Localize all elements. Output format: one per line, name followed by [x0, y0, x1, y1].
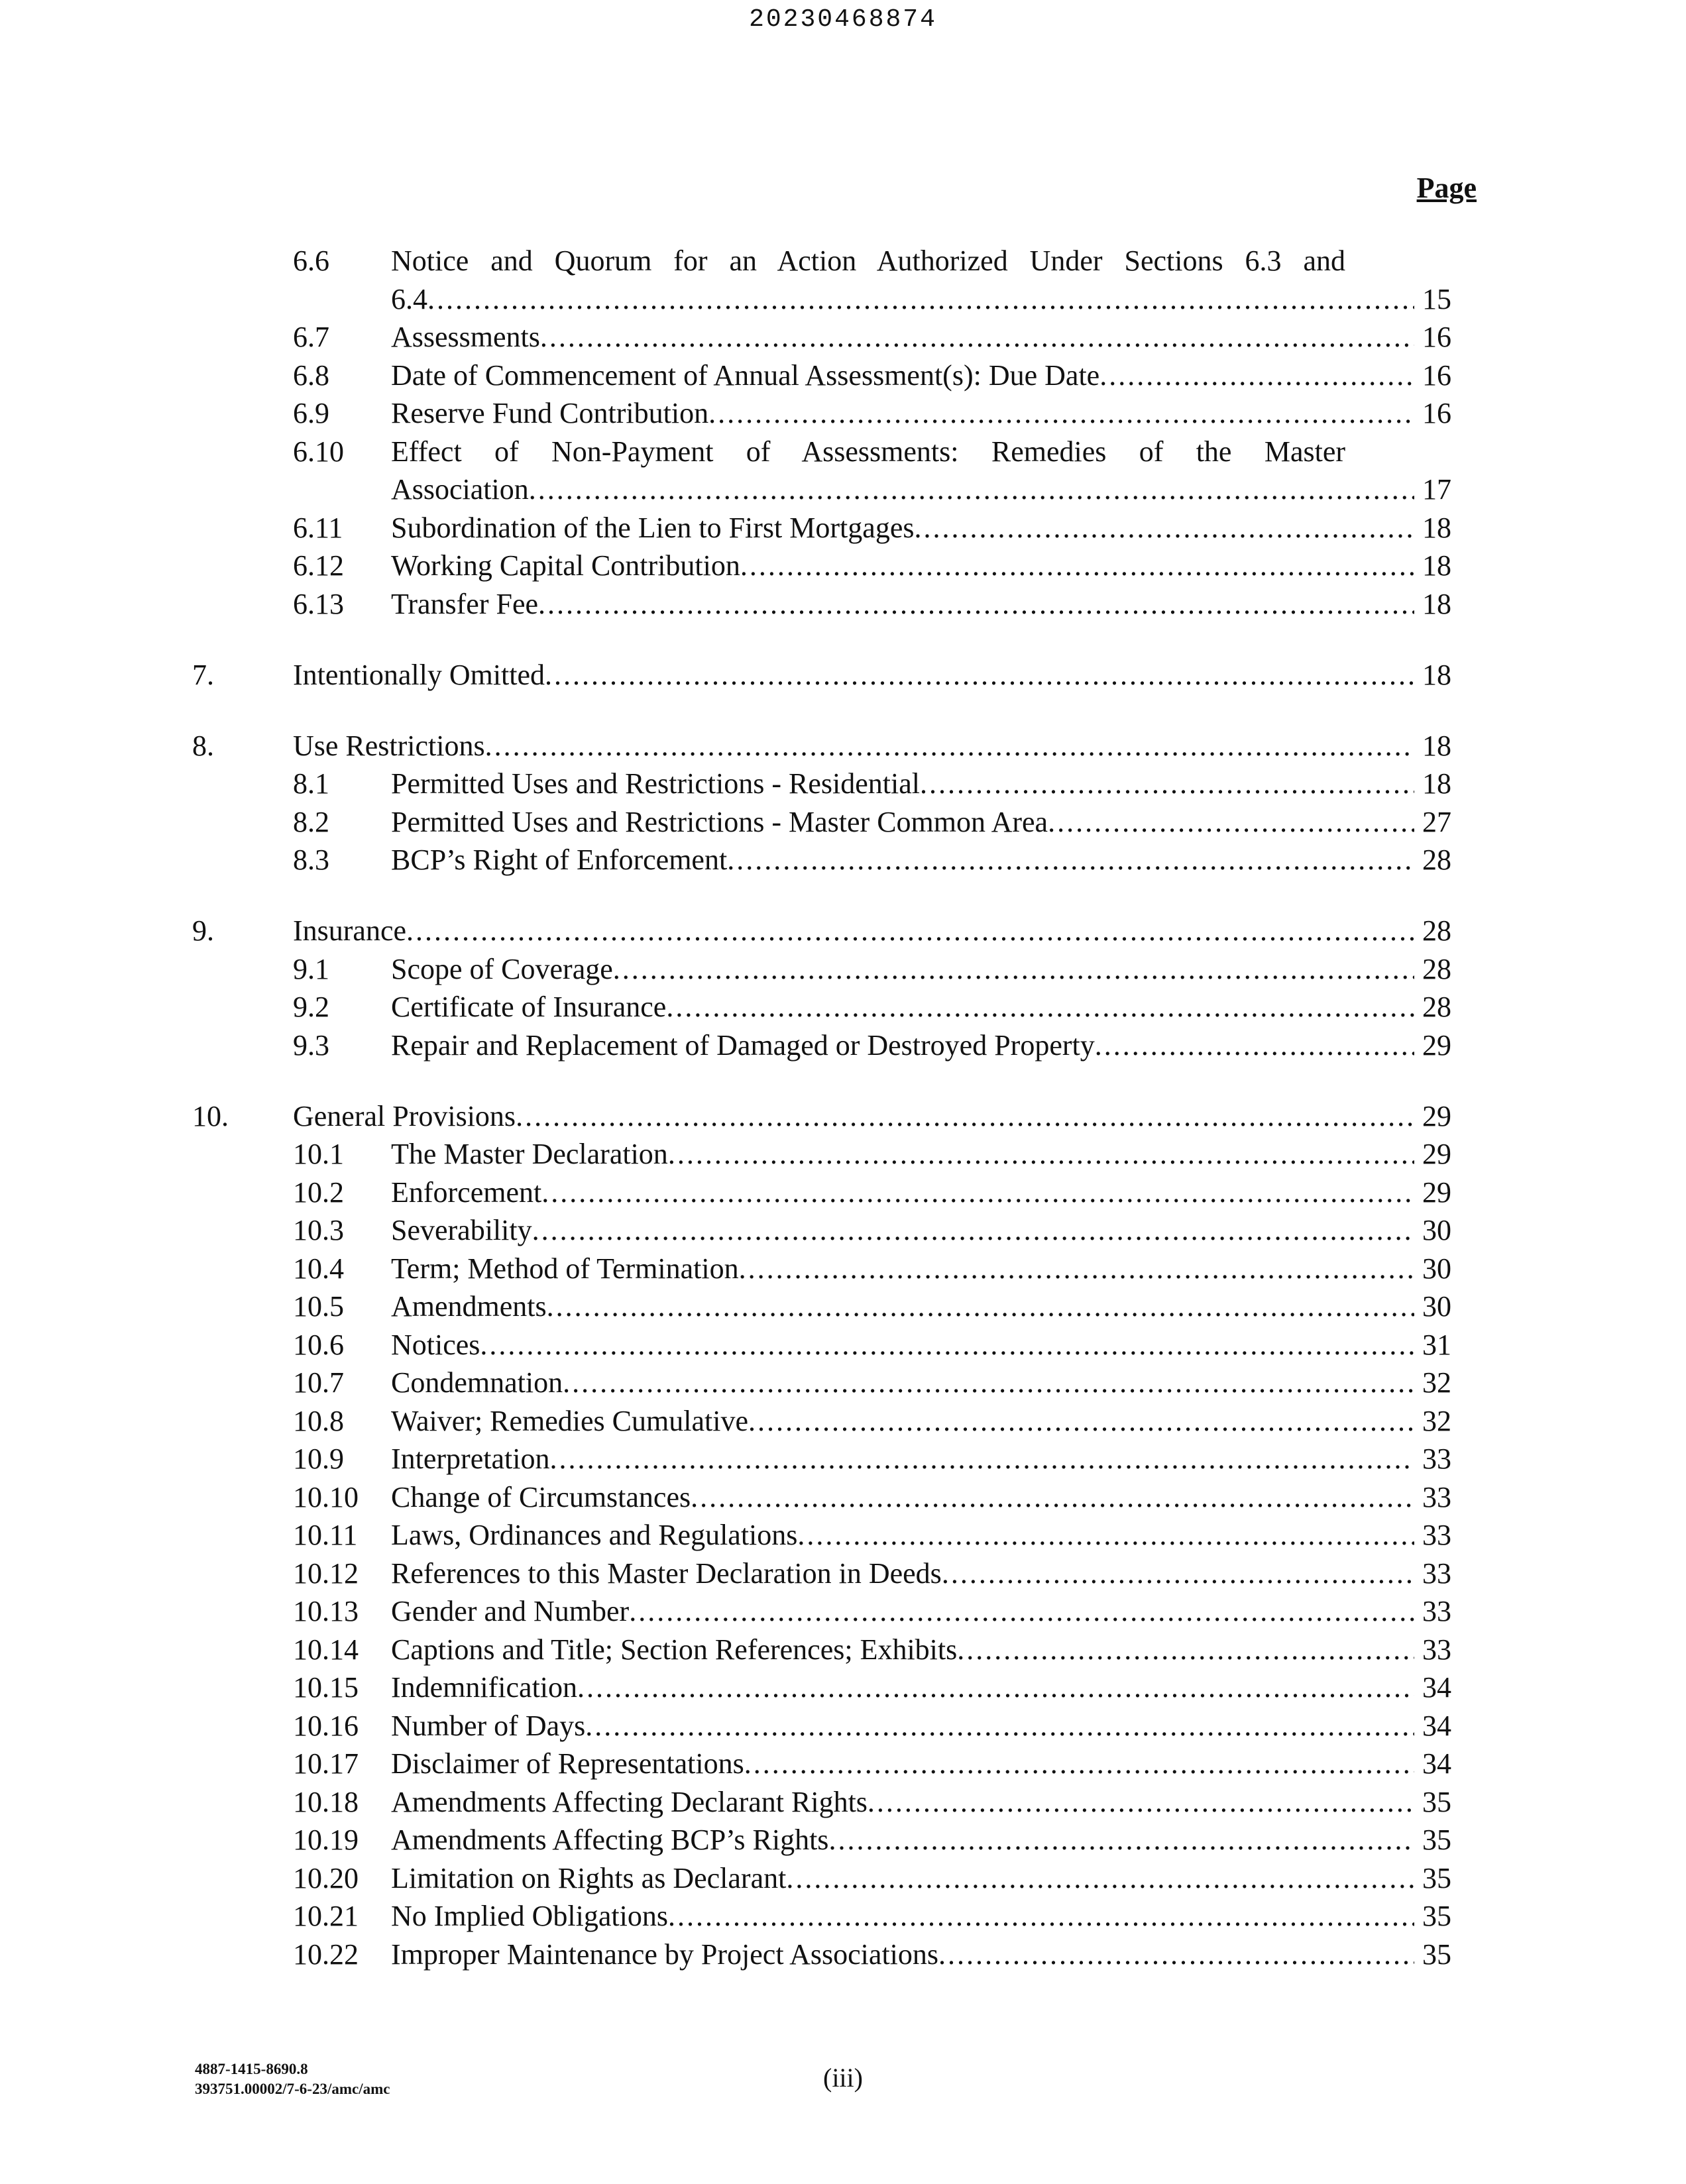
toc-subsection-row	[192, 242, 1451, 318]
toc-entry-title: The Master Declaration	[391, 1138, 668, 1170]
toc-entry-title: Use Restrictions	[293, 729, 485, 762]
toc-entry-page: 30	[1422, 1252, 1451, 1285]
toc-entry-page: 33	[1422, 1480, 1451, 1513]
toc-entry-number: 6.7	[293, 321, 329, 353]
footer-doc-id-line-1: 4887-1415-8690.8	[195, 2061, 308, 2077]
toc-entry-page: 29	[1422, 1099, 1451, 1132]
toc-entry-number: 10.3	[293, 1214, 344, 1246]
toc-entry-page: 28	[1422, 952, 1451, 985]
toc-dot-leader	[1095, 1026, 1414, 1065]
toc-subsection-row	[192, 950, 1451, 989]
toc-dot-leader	[727, 841, 1414, 879]
toc-entry-title: Working Capital Contribution	[391, 549, 740, 582]
toc-section-row	[192, 1064, 1451, 1135]
toc-dot-leader	[577, 1668, 1414, 1707]
toc-entry-title: Limitation on Rights as Declarant	[391, 1861, 787, 1894]
toc-entry-number: 9.1	[293, 952, 329, 985]
toc-entry-title: Change of Circumstances	[391, 1480, 691, 1513]
toc-entry-title: Notices	[391, 1328, 480, 1361]
toc-entry-title: Scope of Coverage	[391, 952, 613, 985]
toc-entry-number: 8.3	[293, 844, 329, 876]
toc-entry-number: 10.22	[293, 1938, 359, 1971]
toc-subsection-row	[192, 1135, 1451, 1174]
footer-doc-id-line-2: 393751.00002/7-6-23/amc/amc	[195, 2081, 390, 2097]
toc-entry-number: 10.17	[293, 1747, 359, 1780]
toc-entry-title: Indemnification	[391, 1671, 578, 1704]
toc-entry-title: Repair and Replacement of Damaged or Destroyed Property	[391, 1028, 1095, 1062]
toc-entry-title: Interpretation	[391, 1443, 550, 1475]
toc-entry-page: 33	[1422, 1633, 1451, 1666]
toc-entry-title: Date of Commencement of Annual Assessment(s): Due Date	[391, 358, 1100, 392]
toc-entry-page: 30	[1422, 1290, 1451, 1323]
toc-entry-title: Captions and Title; Section References; Exhibits	[391, 1633, 958, 1666]
toc-entry-page: 32	[1422, 1366, 1451, 1399]
toc-entry-number: 6.12	[293, 549, 344, 582]
toc-entry-page: 35	[1422, 1824, 1451, 1856]
toc-entry-page: 18	[1422, 658, 1451, 691]
toc-entry-page: 35	[1422, 1861, 1451, 1894]
toc-subsection-row	[192, 1516, 1451, 1555]
toc-dot-leader	[545, 656, 1414, 694]
toc-entry-title: References to this Master Declaration in Deeds	[391, 1556, 942, 1590]
toc-subsection-row	[192, 509, 1451, 547]
toc-entry-page: 28	[1422, 914, 1451, 947]
toc-dot-leader	[1099, 356, 1414, 395]
toc-entry-title: Permitted Uses and Restrictions - Master Common Area	[391, 805, 1048, 838]
toc-dot-leader	[938, 1936, 1414, 1974]
toc-entry-page: 18	[1422, 587, 1451, 620]
toc-dot-leader	[516, 1097, 1414, 1136]
toc-entry-page: 34	[1422, 1709, 1451, 1742]
toc-dot-leader	[427, 280, 1414, 319]
toc-entry-number: 10.9	[293, 1443, 344, 1475]
toc-entry-page: 35	[1422, 1938, 1451, 1971]
toc-entry-page: 35	[1422, 1900, 1451, 1932]
toc-dot-leader	[748, 1402, 1414, 1441]
toc-entry-title: Improper Maintenance by Project Associations	[391, 1938, 939, 1971]
toc-entry-page: 29	[1422, 1028, 1451, 1062]
toc-subsection-row	[192, 1250, 1451, 1288]
toc-entry-page: 31	[1422, 1328, 1451, 1361]
toc-entry-title: Permitted Uses and Restrictions - Residential	[391, 767, 920, 800]
toc-subsection-row	[192, 356, 1451, 395]
toc-dot-leader	[668, 1897, 1414, 1936]
toc-entry-number: 10.19	[293, 1824, 359, 1856]
toc-entry-number: 10.7	[293, 1366, 344, 1399]
page-column-heading: Page	[1416, 172, 1477, 204]
toc-subsection-row	[192, 318, 1451, 356]
toc-entry-title: Association	[391, 473, 529, 506]
toc-entry-number: 8.	[192, 729, 214, 762]
toc-entry-title-line-1: Effect of Non-Payment of Assessments: Remedies of the Master	[391, 435, 1345, 468]
toc-entry-page: 34	[1422, 1671, 1451, 1704]
toc-entry-number: 10.10	[293, 1480, 359, 1513]
toc-entry-number: 10.21	[293, 1900, 359, 1932]
toc-entry-title: General Provisions	[293, 1099, 516, 1132]
toc-dot-leader	[828, 1821, 1414, 1859]
toc-entry-number: 6.8	[293, 358, 329, 392]
toc-entry-number: 9.2	[293, 991, 329, 1023]
toc-entry-number: 6.10	[293, 435, 344, 468]
toc-entry-page: 18	[1422, 511, 1451, 544]
toc-entry-number: 10.18	[293, 1785, 359, 1818]
toc-entry-title: Assessments	[391, 321, 540, 353]
toc-entry-page: 28	[1422, 844, 1451, 876]
toc-entry-page: 28	[1422, 991, 1451, 1023]
toc-entry-page: 18	[1422, 549, 1451, 582]
toc-entry-title: Term; Method of Termination	[391, 1252, 739, 1285]
toc-entry-page: 18	[1422, 729, 1451, 762]
toc-subsection-row	[192, 803, 1451, 842]
toc-entry-page: 33	[1422, 1595, 1451, 1627]
toc-dot-leader	[532, 1211, 1414, 1250]
toc-subsection-row	[192, 547, 1451, 585]
toc-dot-leader	[529, 470, 1414, 509]
toc-subsection-row	[192, 1026, 1451, 1065]
toc-entry-title: Number of Days	[391, 1709, 586, 1742]
toc-entry-number: 10.1	[293, 1138, 344, 1170]
toc-subsection-row	[192, 1402, 1451, 1441]
toc-entry-page: 34	[1422, 1747, 1451, 1780]
toc-dot-leader	[744, 1745, 1414, 1783]
toc-entry-title: Severability	[391, 1214, 532, 1246]
toc-entry-page: 29	[1422, 1175, 1451, 1209]
toc-subsection-row	[192, 1936, 1451, 1974]
toc-dot-leader	[629, 1592, 1414, 1631]
toc-entry-title: Intentionally Omitted	[293, 658, 545, 691]
toc-dot-leader	[942, 1555, 1414, 1593]
toc-dot-leader	[920, 765, 1414, 803]
toc-entry-title: Insurance	[293, 914, 407, 947]
toc-entry-number: 9.3	[293, 1028, 329, 1062]
toc-entry-title: Disclaimer of Representations	[391, 1747, 744, 1780]
toc-section-row	[192, 694, 1451, 765]
toc-entry-number: 6.6	[293, 245, 329, 277]
toc-entry-title: Enforcement	[391, 1175, 542, 1209]
toc-dot-leader	[708, 394, 1414, 433]
toc-entry-page: 33	[1422, 1519, 1451, 1551]
toc-entry-page: 16	[1422, 358, 1451, 392]
toc-dot-leader	[540, 318, 1414, 356]
toc-entry-number: 10.14	[293, 1633, 359, 1666]
toc-subsection-row	[192, 1897, 1451, 1936]
toc-entry-title: Gender and Number	[391, 1595, 630, 1627]
toc-dot-leader	[868, 1783, 1414, 1822]
toc-entry-title: Reserve Fund Contribution	[391, 397, 709, 429]
toc-entry-page: 33	[1422, 1556, 1451, 1590]
document-number: 20230468874	[749, 5, 937, 34]
toc-subsection-row	[192, 1631, 1451, 1669]
toc-entry-number: 10.20	[293, 1861, 359, 1894]
toc-entry-number: 10.5	[293, 1290, 344, 1323]
toc-subsection-row	[192, 394, 1451, 433]
toc-dot-leader	[797, 1516, 1414, 1555]
toc-subsection-row	[192, 1326, 1451, 1364]
toc-dot-leader	[914, 509, 1414, 547]
toc-dot-leader	[666, 988, 1414, 1026]
toc-entry-number: 10.2	[293, 1175, 344, 1209]
toc-dot-leader	[406, 912, 1414, 950]
toc-entry-page: 33	[1422, 1443, 1451, 1475]
toc-subsection-row	[192, 1287, 1451, 1326]
toc-subsection-row	[192, 841, 1451, 879]
toc-entry-title: Certificate of Insurance	[391, 991, 667, 1023]
toc-entry-page: 17	[1422, 473, 1451, 506]
toc-entry-title: No Implied Obligations	[391, 1900, 668, 1932]
toc-subsection-row	[192, 1859, 1451, 1898]
toc-subsection-row	[192, 765, 1451, 803]
toc-entry-number: 10.8	[293, 1404, 344, 1437]
toc-dot-leader	[585, 1707, 1414, 1745]
toc-subsection-row	[192, 1478, 1451, 1517]
toc-dot-leader	[1048, 803, 1414, 842]
toc-entry-title: Laws, Ordinances and Regulations	[391, 1519, 798, 1551]
toc-entry-title: Transfer Fee	[391, 587, 538, 620]
toc-entry-title: BCP’s Right of Enforcement	[391, 844, 728, 876]
toc-entry-page: 27	[1422, 805, 1451, 838]
toc-entry-page: 30	[1422, 1214, 1451, 1246]
toc-entry-title: Amendments Affecting Declarant Rights	[391, 1785, 868, 1818]
toc-entry-page: 16	[1422, 321, 1451, 353]
toc-dot-leader	[547, 1287, 1414, 1326]
toc-subsection-row	[192, 585, 1451, 624]
toc-subsection-row	[192, 1174, 1451, 1212]
toc-subsection-row	[192, 1707, 1451, 1745]
footer-page-number: (iii)	[823, 2063, 863, 2093]
toc-dot-leader	[957, 1631, 1414, 1669]
toc-entry-page: 32	[1422, 1404, 1451, 1437]
toc-entry-number: 8.2	[293, 805, 329, 838]
toc-entry-number: 10.6	[293, 1328, 344, 1361]
toc-entry-page: 35	[1422, 1785, 1451, 1818]
toc-dot-leader	[740, 547, 1414, 585]
toc-entry-page: 16	[1422, 397, 1451, 429]
toc-entry-number: 6.11	[293, 511, 343, 544]
toc-subsection-row	[192, 433, 1451, 509]
toc-subsection-row	[192, 1783, 1451, 1822]
toc-entry-number: 10.15	[293, 1671, 359, 1704]
toc-entry-number: 10.4	[293, 1252, 344, 1285]
toc-dot-leader	[563, 1364, 1414, 1402]
toc-subsection-row	[192, 1668, 1451, 1707]
toc-entry-number: 10.16	[293, 1709, 359, 1742]
toc-subsection-row	[192, 1592, 1451, 1631]
toc-entry-number: 10.13	[293, 1595, 359, 1627]
toc-entry-title: Condemnation	[391, 1366, 563, 1399]
toc-entry-title: Subordination of the Lien to First Mortgages	[391, 511, 915, 544]
toc-subsection-row	[192, 988, 1451, 1026]
toc-dot-leader	[541, 1174, 1414, 1212]
toc-entry-page: 18	[1422, 767, 1451, 800]
toc-subsection-row	[192, 1555, 1451, 1593]
toc-entry-page: 29	[1422, 1138, 1451, 1170]
toc-subsection-row	[192, 1745, 1451, 1783]
toc-dot-leader	[538, 585, 1414, 624]
toc-section-row	[192, 623, 1451, 694]
toc-entry-title: 6.4	[391, 282, 427, 315]
toc-subsection-row	[192, 1821, 1451, 1859]
toc-entry-number: 6.9	[293, 397, 329, 429]
toc-entry-number: 10.12	[293, 1556, 359, 1590]
toc-entry-title-line-1: Notice and Quorum for an Action Authorized Under Sections 6.3 and	[391, 245, 1345, 277]
table-of-contents	[192, 242, 1451, 1973]
toc-entry-number: 10.11	[293, 1519, 358, 1551]
toc-dot-leader	[691, 1478, 1414, 1517]
toc-subsection-row	[192, 1211, 1451, 1250]
toc-dot-leader	[485, 727, 1414, 765]
toc-section-row	[192, 879, 1451, 950]
toc-dot-leader	[613, 950, 1414, 989]
toc-dot-leader	[739, 1250, 1414, 1288]
toc-entry-number: 6.13	[293, 587, 344, 620]
toc-entry-number: 7.	[192, 658, 214, 691]
toc-entry-title: Waiver; Remedies Cumulative	[391, 1404, 748, 1437]
toc-subsection-row	[192, 1364, 1451, 1402]
toc-entry-number: 9.	[192, 914, 214, 947]
toc-entry-title: Amendments	[391, 1290, 547, 1323]
toc-entry-title: Amendments Affecting BCP’s Rights	[391, 1824, 829, 1856]
toc-dot-leader	[549, 1440, 1414, 1478]
toc-dot-leader	[480, 1326, 1414, 1364]
toc-dot-leader	[668, 1135, 1414, 1174]
toc-entry-number: 8.1	[293, 767, 329, 800]
toc-entry-number: 10.	[192, 1099, 229, 1132]
toc-entry-page: 15	[1422, 282, 1451, 315]
toc-subsection-row	[192, 1440, 1451, 1478]
toc-dot-leader	[786, 1859, 1414, 1898]
